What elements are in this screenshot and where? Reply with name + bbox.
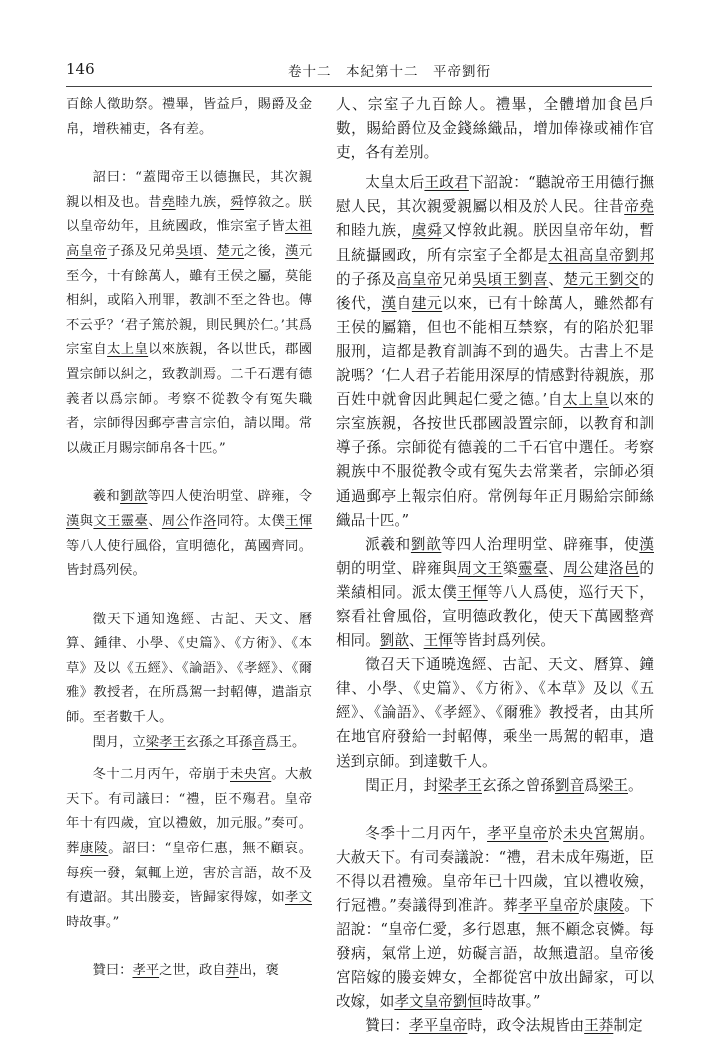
header-rule xyxy=(66,86,652,87)
translation-paragraph xyxy=(336,822,654,1015)
proper-name: 未央宮 xyxy=(230,767,272,783)
proper-name: 梁孝王 xyxy=(145,734,186,750)
proper-name: 虞舜 xyxy=(411,222,443,240)
proper-name: 靈臺 xyxy=(120,513,149,529)
text-run: 作 xyxy=(189,513,203,529)
proper-name: 康陵 xyxy=(80,841,109,857)
proper-name: 劉歆 xyxy=(120,489,148,505)
proper-name: 劉歆 xyxy=(379,632,409,650)
proper-name: 漢 xyxy=(381,294,397,312)
proper-name: 莽 xyxy=(225,963,239,979)
original-text-column xyxy=(66,93,312,984)
text-run: 睦九族， xyxy=(175,194,231,210)
text-run: 。詔曰：“皇帝仁惠，無不顧哀。每疾一發，氣輒上逆，害於言語，故不及有遺詔。其出媵妾，皆歸家得嫁，如 xyxy=(66,841,312,906)
text-run: 下詔說：“聽說帝王用德行撫慰人民，其次親愛親屬以相及於人民。往昔 xyxy=(336,174,654,216)
proper-name: 吳頃 xyxy=(175,243,203,259)
text-run: 爲王。 xyxy=(265,734,306,750)
paragraph-gap xyxy=(66,584,312,608)
text-run: 等四人使治明堂、辟雍，令 xyxy=(147,489,313,505)
proper-name: 太上皇 xyxy=(563,391,609,409)
text-run: 徵召天下通曉逸經、古記、天文、曆算、鐘律、小學、《史篇》、《方術》、《本草》及以《五經》、《論語》、《孝經》、《爾雅》教授者，由其所在地官府發給一封軺傳，乘坐一馬駕的軺車，遣送到京師。到達數千人。 xyxy=(336,656,654,770)
text-run: 駕崩。大赦天下。有司奏議說：“禮，君未成年殤逝，臣不得以君禮殮。皇帝年已十四歲，宜以禮收殮，行冠禮。”奏議得到准許。葬 xyxy=(336,824,654,914)
text-run: 元至今，十有餘萬人，雖有王侯之屬，莫能相糾，或陷入刑罪，教訓不至之咎也。傳不云乎？‘君子篤於親，則民興於仁。’其爲宗室自 xyxy=(66,243,313,358)
original-paragraph xyxy=(66,763,312,935)
original-paragraph xyxy=(66,608,312,731)
proper-name: 帝堯 xyxy=(624,198,654,216)
text-run: 、 xyxy=(548,270,564,288)
proper-name: 孝平皇帝 xyxy=(408,1017,468,1035)
text-run: 的子孫及 xyxy=(336,270,397,288)
text-run: 玄孫之曾孫 xyxy=(481,776,555,794)
text-run: 於 xyxy=(578,897,594,914)
text-run: 與 xyxy=(79,513,94,529)
proper-name: 洛 xyxy=(202,513,217,529)
text-run: 。大赦天下。有司議曰：“禮，臣不殤君。皇帝年十有四歲，宜以禮斂，加元服。”奏可。葬 xyxy=(66,767,313,857)
text-run: 子孫及兄弟 xyxy=(107,243,176,259)
original-paragraph xyxy=(66,485,312,583)
translation-column xyxy=(336,93,654,1039)
text-run: 、 xyxy=(202,243,217,259)
text-run: 冬十二月丙午，帝崩于 xyxy=(92,767,230,783)
text-run: 同符。太僕 xyxy=(216,513,286,529)
text-run: 以來的宗室族親，各按世氏郡國設置宗師，以教育和訓導子孫。宗師從有德義的二千石官中選任。考察親族中不服從教令或有冤失去常業者，宗師必須通過郵亭上報宗伯府。常例每年正月賜給宗師絲織品十匹。” xyxy=(336,391,654,529)
proper-name: 音 xyxy=(252,734,266,750)
text-run: 朝的明堂、辟雍與 xyxy=(336,559,458,577)
proper-name: 康陵 xyxy=(593,897,625,914)
original-paragraph xyxy=(66,93,312,142)
text-run: 。 xyxy=(627,776,643,794)
proper-name: 周文王 xyxy=(457,559,503,577)
proper-name: 王莽 xyxy=(584,1017,614,1035)
proper-name: 漢 xyxy=(639,535,654,553)
proper-name: 漢 xyxy=(285,243,299,259)
original-paragraph xyxy=(66,166,312,461)
proper-name: 王惲 xyxy=(457,583,488,601)
text-run: 之後， xyxy=(244,243,286,259)
text-run: 贊曰： xyxy=(92,963,133,979)
text-run: 制定 xyxy=(613,1017,643,1035)
text-run: 出，褒 xyxy=(238,963,279,979)
proper-name: 孝平皇帝 xyxy=(487,824,548,842)
text-run: 玄孫之耳孫 xyxy=(185,734,253,750)
text-run: 閏正月，封 xyxy=(365,776,439,794)
proper-name: 周公 xyxy=(563,559,594,577)
proper-name: 洛邑 xyxy=(608,559,640,577)
text-run: 等八人爲使，巡行天下，察看社會風俗，宣明德政教化，使天下萬國整齊相同。 xyxy=(336,583,654,650)
text-run: 以來，已有十餘萬人，雖然都有王侯的屬籍，但也不能相互禁察，有的陷於犯罪服刑，這都是教育訓誨不到的過失。古書上不是說嗎？‘仁人君子若能用深厚的情感對待親族，那百姓中就會因此興起仁愛之德。’自 xyxy=(336,294,654,409)
text-run: 、 xyxy=(548,559,564,577)
text-run: 兄弟 xyxy=(442,270,473,288)
text-run: 又惇敘此親。朕因皇帝年幼，暫且統攝國政，所有宗室子全都是 xyxy=(336,222,654,264)
translation-paragraph xyxy=(336,653,654,773)
translation-paragraph xyxy=(336,1014,654,1038)
translation-paragraph xyxy=(336,533,654,653)
text-run: 建 xyxy=(593,559,609,577)
proper-name: 文王 xyxy=(93,513,121,529)
text-run: 人、宗室子九百餘人。禮畢，全體增加食邑戶數，賜給爵位及金錢絲織品，增加俸祿或補作官吏，各有差別。 xyxy=(336,96,654,162)
text-run: 和睦九族， xyxy=(336,222,412,240)
text-run: 閏月，立 xyxy=(92,734,146,750)
proper-name: 堯 xyxy=(161,194,176,210)
text-run: 於 xyxy=(547,824,564,842)
page-header xyxy=(66,58,652,82)
proper-name: 孝平皇帝 xyxy=(518,897,579,914)
paragraph-gap xyxy=(66,461,312,485)
text-run: 百餘人徵助祭。禮畢，皆益戶，賜爵及金帛，增秩補吏，各有差。 xyxy=(66,97,312,137)
proper-name: 王惲 xyxy=(423,632,453,650)
text-run: 時，政令法規皆由 xyxy=(467,1017,585,1035)
proper-name: 梁孝王 xyxy=(438,776,482,794)
proper-name: 孝文 xyxy=(285,890,313,906)
translation-paragraph xyxy=(336,774,654,798)
proper-name: 王政君 xyxy=(424,174,469,192)
proper-name: 太祖高皇帝劉邦 xyxy=(548,246,654,264)
proper-name: 太上皇 xyxy=(107,342,149,358)
text-run: 徵天下通知逸經、古記、天文、曆算、鍾律、小學、《史篇》、《方術》、《本草》及以《五經》、《論語》、《孝經》、《爾雅》教授者，在所爲駕一封軺傳，遣詣京師。至者數千人。 xyxy=(66,611,312,726)
proper-name: 舜 xyxy=(230,194,244,210)
text-run: 詔曰：“蓋聞帝王以德撫民，其次親親以相及也。昔 xyxy=(66,170,312,210)
page-number: 146 xyxy=(66,60,95,78)
proper-name: 吳頃王劉喜 xyxy=(472,270,549,288)
translation-paragraph xyxy=(336,93,654,165)
paragraph-gap xyxy=(66,142,312,166)
text-run: 。下詔說：“皇帝仁愛，多行恩惠，無不顧念哀憐。每發病，氣常上逆，妨礙言語，故無遺詔。皇帝後宮陪嫁的媵妾婢女，全都從宮中放出歸家，可以改嫁，如 xyxy=(336,897,654,1011)
proper-name: 楚元 xyxy=(216,243,245,259)
text-run: 等八人使行風俗，宣明德化，萬國齊同。皆封爲列侯。 xyxy=(66,538,312,579)
text-run: 、 xyxy=(409,632,424,650)
proper-name: 太祖高皇帝 xyxy=(66,219,313,259)
text-run: 冬季十二月丙午， xyxy=(365,824,488,842)
text-run: 等皆封爲列侯。 xyxy=(452,632,555,650)
proper-name: 建元 xyxy=(411,294,443,312)
proper-name: 劉音 xyxy=(554,776,585,794)
text-run: 自 xyxy=(396,294,412,312)
proper-name: 孝平 xyxy=(132,963,160,979)
text-run: 惇敘之。朕以皇帝幼年，且統國政，惟宗室子皆 xyxy=(66,194,313,235)
paragraph-gap xyxy=(336,798,654,822)
text-run: 爲 xyxy=(584,776,599,794)
proper-name: 梁王 xyxy=(598,776,628,794)
text-run: 羲和 xyxy=(92,489,121,505)
text-run: 太皇太后 xyxy=(365,174,425,192)
proper-name: 漢 xyxy=(66,513,80,529)
text-run: 時故事。” xyxy=(481,993,541,1011)
text-run: 的業績相同。派太僕 xyxy=(336,559,654,601)
original-paragraph xyxy=(66,959,312,984)
proper-name: 王惲 xyxy=(285,513,313,529)
text-run: 築 xyxy=(502,559,518,577)
text-run: 贊曰： xyxy=(365,1017,409,1035)
proper-name: 靈臺 xyxy=(517,559,549,577)
text-run: 等四人治理明堂、辟雍事，使 xyxy=(441,535,640,553)
original-paragraph xyxy=(66,731,312,756)
proper-name: 周公 xyxy=(161,513,190,529)
translation-paragraph xyxy=(336,171,654,532)
running-head: 卷十二 本紀第十二 平帝劉衎 xyxy=(288,64,491,80)
proper-name: 劉歆 xyxy=(410,535,442,553)
text-run: 以來族親，各以世氏，郡國置宗師以糾之，致教訓焉。二千石選有德義者以爲宗師。考察不從教令有冤失職者，宗師得因郵亭書言宗伯，請以聞。常以歲正月賜宗師帛各十匹。” xyxy=(66,342,313,456)
proper-name: 高皇帝 xyxy=(396,270,443,288)
text-run: 時故事。” xyxy=(66,914,120,930)
proper-name: 未央宮 xyxy=(563,824,609,842)
text-run: 的後代， xyxy=(336,270,654,312)
text-run: 派羲和 xyxy=(365,535,411,553)
paragraph-gap xyxy=(66,935,312,959)
proper-name: 孝文皇帝劉恒 xyxy=(394,993,482,1011)
text-run: 、 xyxy=(148,513,162,529)
proper-name: 楚元王劉交 xyxy=(563,270,640,288)
text-run: 之世，政自 xyxy=(159,963,226,979)
